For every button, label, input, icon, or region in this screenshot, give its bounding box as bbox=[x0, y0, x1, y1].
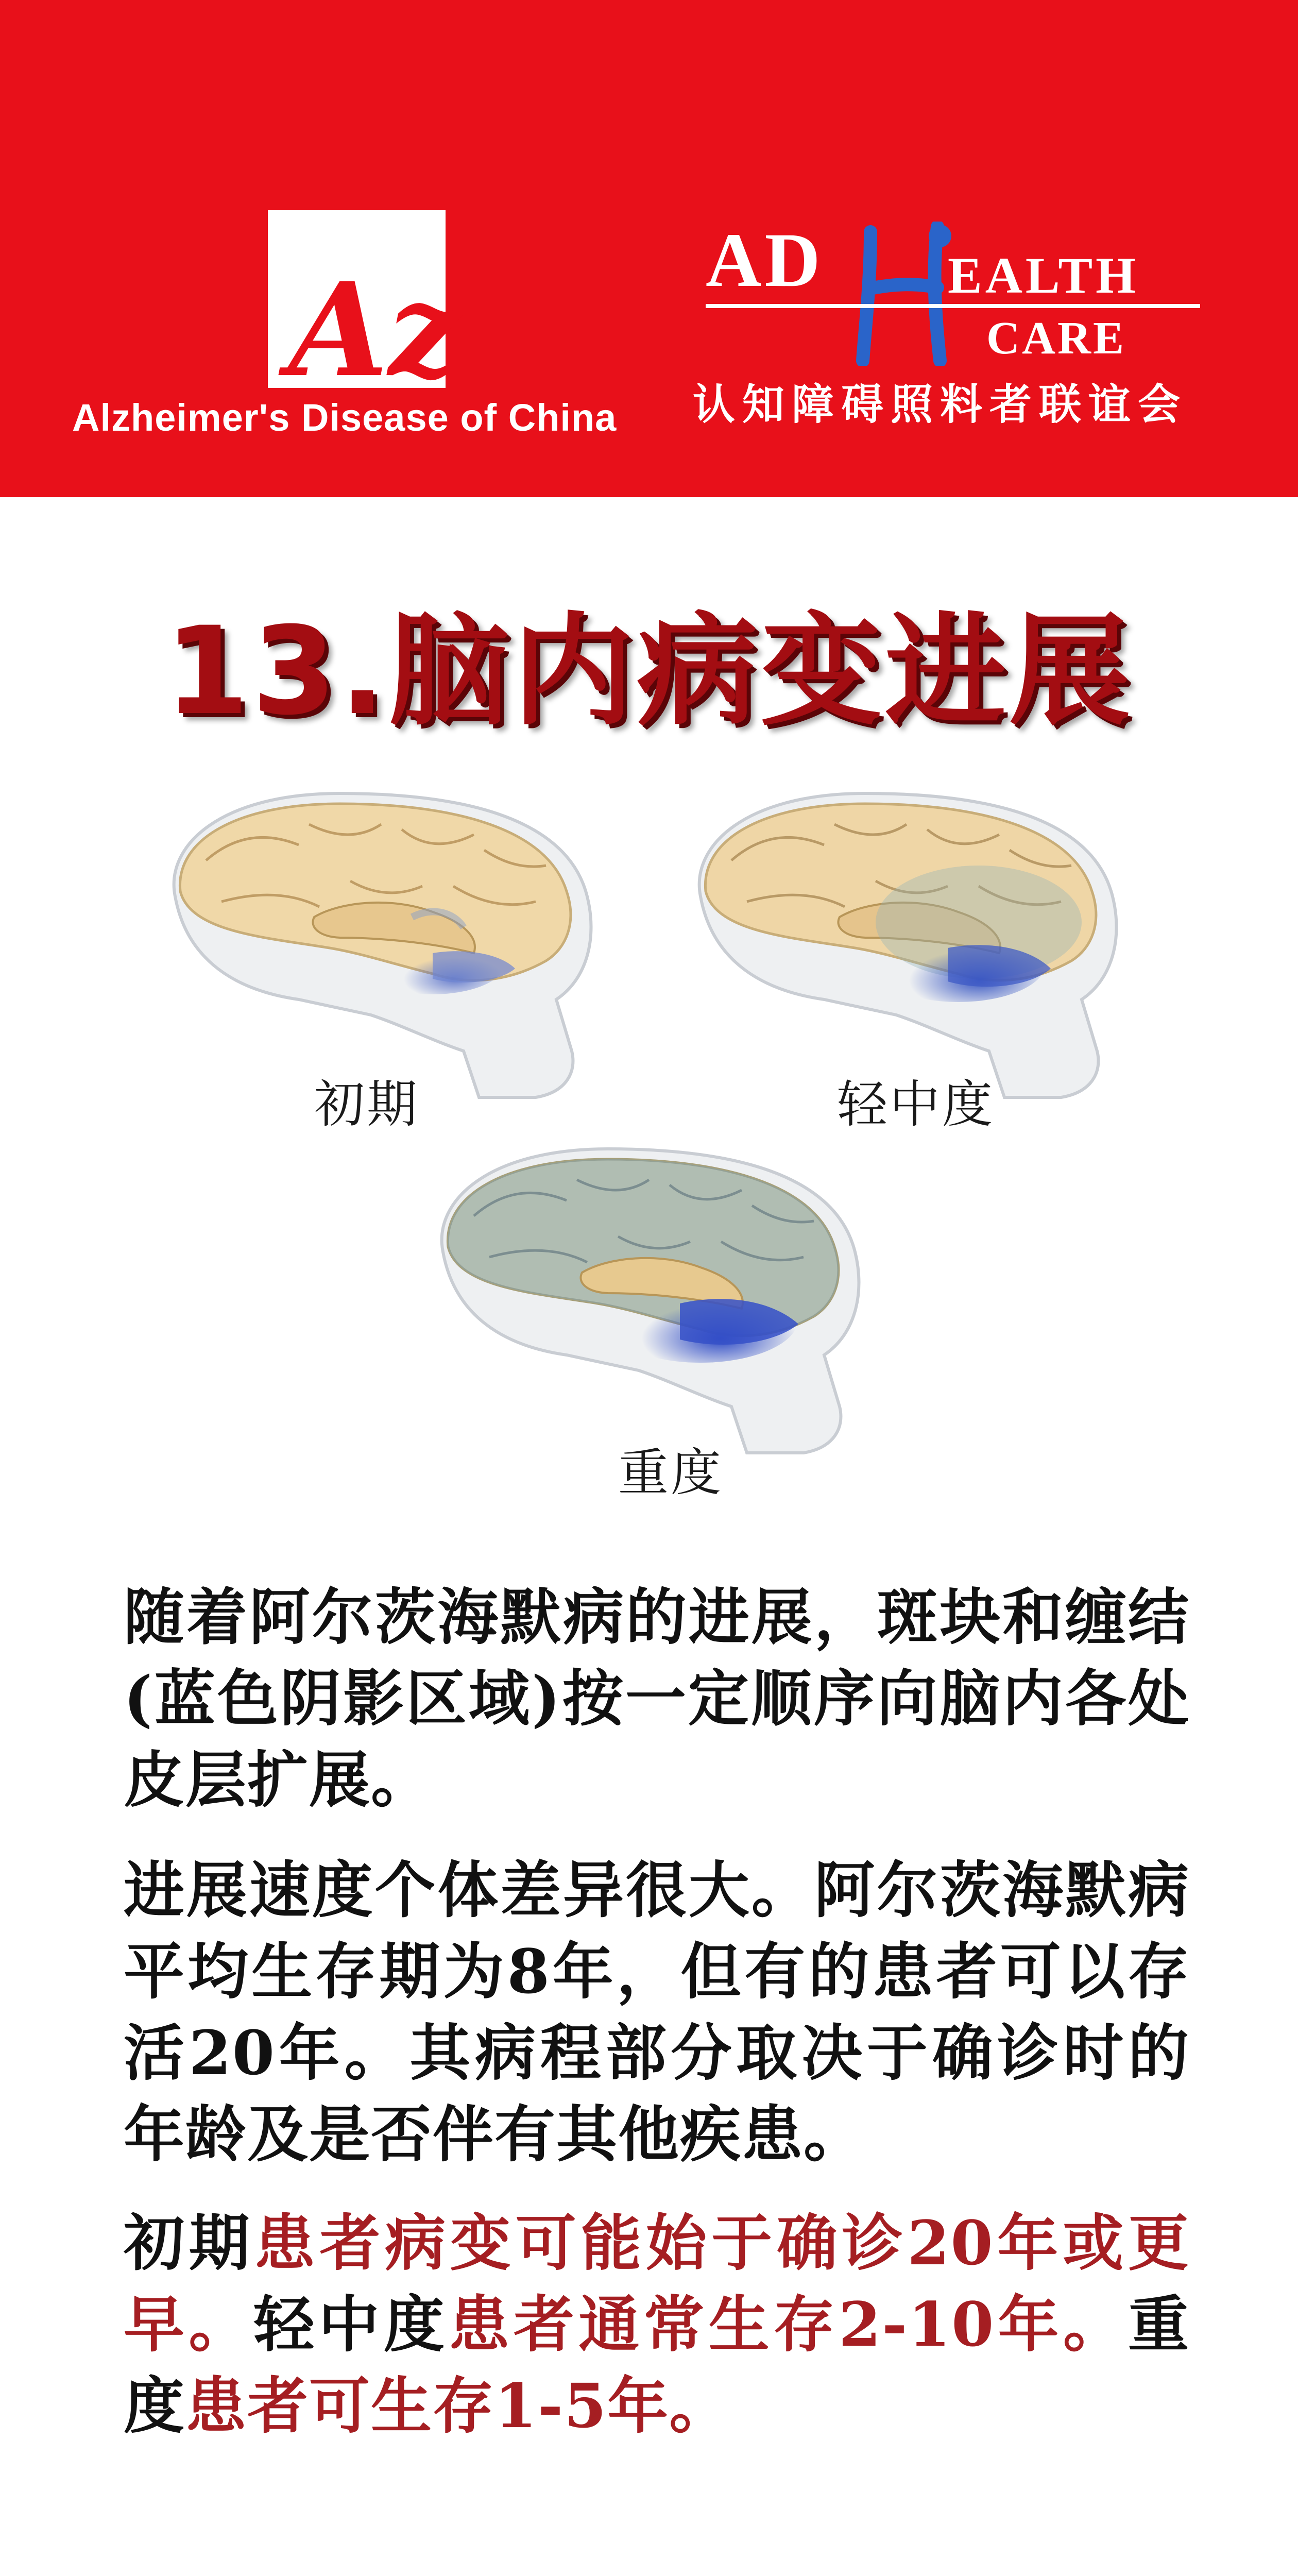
stage-desc-severe: 患者可生存1-5年。 bbox=[185, 2370, 731, 2442]
az-logo-caption: Alzheimer's Disease of China bbox=[72, 396, 617, 439]
stage-label-moderate: 轻中度 bbox=[837, 1075, 995, 1134]
paragraph-stages bbox=[124, 2202, 1190, 2447]
paragraph-spread: 随着阿尔茨海默病的进展，斑块和缠结(蓝色阴影区域)按一定顺序向脑内各处皮层扩展。 bbox=[124, 1581, 1190, 1816]
stage-term-severe: 重度 bbox=[124, 2289, 1190, 2442]
page-title: 13.脑内病变进展 bbox=[164, 601, 1134, 742]
org-name: 认知障碍照料者联谊会 bbox=[693, 380, 1188, 429]
h-figure-icon bbox=[850, 222, 963, 366]
health-logo-text: EALTH bbox=[948, 247, 1139, 304]
stage-term-moderate: 轻中度 bbox=[253, 2289, 449, 2360]
stage-label-severe: 重度 bbox=[618, 1444, 724, 1502]
ad-logo-rule bbox=[706, 304, 1200, 308]
brain-moderate-illustration bbox=[670, 783, 1143, 1103]
paragraph-survival: 进展速度个体差异很大。阿尔茨海默病平均生存期为8年，但有的患者可以存活20年。其病程部分取决于确诊时的年龄及是否伴有其他疾患。 bbox=[124, 1854, 1190, 2170]
stage-label-early: 初期 bbox=[314, 1075, 420, 1134]
stage-desc-early: 患者病变可能始于确诊20年或更早。 bbox=[124, 2207, 1190, 2360]
ad-logo-text: AD bbox=[706, 217, 824, 303]
stage-desc-moderate: 患者通常生存2-10年。 bbox=[448, 2289, 1128, 2360]
az-logo-letters: Az bbox=[288, 254, 462, 405]
brain-early-illustration bbox=[144, 783, 618, 1103]
brain-severe-illustration bbox=[412, 1139, 886, 1458]
stage-term-early: 初期 bbox=[124, 2207, 254, 2279]
care-logo-text: CARE bbox=[986, 313, 1126, 364]
